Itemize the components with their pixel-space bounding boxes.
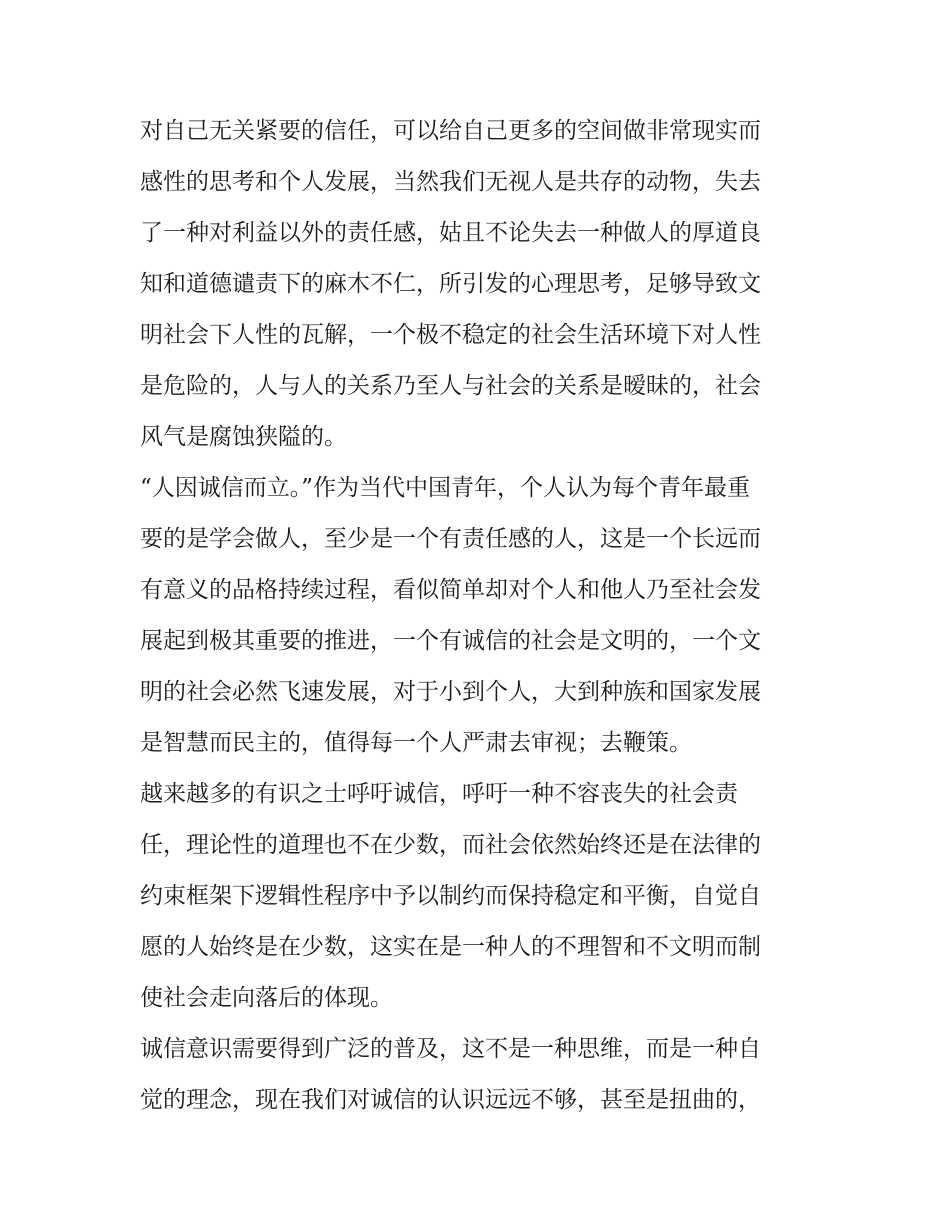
text-line: 任，理论性的道理也不在少数，而社会依然始终还是在法律的: [140, 832, 761, 858]
text-line: 诚信意识需要得到广泛的普及，这不是一种思维，而是一种自: [140, 1036, 761, 1062]
text-line: 要的是学会做人，至少是一个有责任感的人，这是一个长远而: [140, 526, 761, 552]
text-line: 约束框架下逻辑性程序中予以制约而保持稳定和平衡，自觉自: [140, 883, 761, 909]
text-line: “人因诚信而立。”作为当代中国青年，个人认为每个青年最重: [140, 475, 751, 501]
text-line: 明的社会必然飞速发展，对于小到个人，大到种族和国家发展: [140, 679, 761, 705]
text-line: 愿的人始终是在少数，这实在是一种人的不理智和不文明而制: [140, 934, 761, 960]
text-line: 明社会下人性的瓦解，一个极不稳定的社会生活环境下对人性: [140, 322, 761, 348]
text-line: 知和道德谴责下的麻木不仁，所引发的心理思考，足够导致文: [140, 271, 761, 297]
text-line: 觉的理念，现在我们对诚信的认识远远不够，甚至是扭曲的，: [140, 1087, 761, 1113]
text-line: 展起到极其重要的推进，一个有诚信的社会是文明的，一个文: [140, 628, 761, 654]
text-line: 感性的思考和个人发展，当然我们无视人是共存的动物，失去: [140, 169, 761, 195]
text-line: 使社会走向落后的体现。: [140, 985, 393, 1011]
document-body: [140, 106, 812, 1126]
text-line: 是智慧而民主的，值得每一个人严肃去审视；去鞭策。: [140, 730, 692, 756]
text-line: 了一种对利益以外的责任感，姑且不论失去一种做人的厚道良: [140, 220, 761, 246]
text-line: 对自己无关紧要的信任，可以给自己更多的空间做非常现实而: [140, 118, 761, 144]
text-line: 越来越多的有识之士呼吁诚信，呼吁一种不容丧失的社会责: [140, 781, 738, 807]
text-line: 是危险的，人与人的关系乃至人与社会的关系是暧昧的，社会: [140, 373, 761, 399]
text-line: 有意义的品格持续过程，看似简单却对个人和他人乃至社会发: [140, 577, 761, 603]
text-line: 风气是腐蚀狭隘的。: [140, 424, 347, 450]
